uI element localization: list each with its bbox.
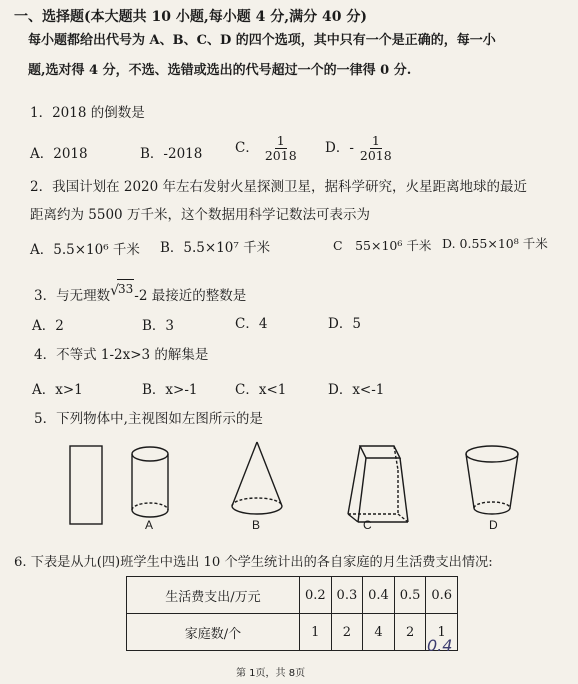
figure-label-b: B: [252, 518, 261, 532]
square-root: √33: [110, 286, 134, 305]
cone-figure: [232, 442, 282, 514]
q1-option-b: B．-2018: [140, 146, 203, 162]
instructions-line-2: 题,选对得 4 分，不选、选错或选出的代号超过一个的一律得 0 分.: [28, 63, 412, 78]
figure-label-a: A: [145, 518, 154, 532]
q1-c-numerator: 1: [276, 133, 285, 148]
q4-option-d: D．x<-1: [328, 382, 385, 398]
q1-option-a: A．2018: [30, 146, 88, 162]
q2-option-a: A．5.5×10⁶ 千米: [30, 242, 140, 258]
instructions-line-1: 每小题都给出代号为 A、B、C、D 的四个选项，其中只有一个是正确的，每一小: [28, 33, 496, 48]
figure-label-c: C: [363, 518, 372, 532]
table-row: [127, 614, 458, 651]
table-cell: 0.5: [394, 577, 426, 614]
q6-data-table: [126, 576, 458, 651]
q1-d-denominator: 2018: [359, 148, 392, 163]
table-cell: 1: [300, 614, 332, 651]
table-cell: 1: [426, 614, 458, 651]
q1-option-d: D．- $\frac{1}{2018}$: [325, 133, 392, 163]
q5-stem: 5．下列物体中,主视图如左图所示的是: [34, 411, 263, 427]
q3-option-d: D．5: [328, 316, 361, 332]
table-header-families: 家庭数/个: [127, 614, 300, 651]
q4-option-b: B．x>-1: [142, 382, 198, 398]
table-row: [127, 577, 458, 614]
table-header-spending: 生活费支出/万元: [127, 577, 300, 614]
front-view-rectangle: [70, 446, 102, 524]
q1-stem: 1．2018 的倒数是: [30, 105, 145, 121]
q2-stem-line-2: 距离约为 5500 万千米，这个数据用科学记数法可表示为: [30, 207, 370, 223]
q3-option-a: A．2: [32, 318, 64, 334]
q4-option-c: C．x<1: [235, 382, 287, 398]
table-cell: 0.6: [426, 577, 458, 614]
q4-stem: 4．不等式 1-2x>3 的解集是: [34, 347, 209, 363]
q2-option-c: C 55×10⁶ 千米: [333, 238, 432, 253]
table-cell: 4: [363, 614, 395, 651]
q1-d-numerator: 1: [371, 133, 380, 148]
q2-option-d: D. 0.55×10⁸ 千米: [442, 236, 548, 251]
page-footer: 第 1页，共 8页: [236, 668, 306, 679]
q6-stem: 6. 下表是从九(四)班学生中选出 10 个学生统计出的各自家庭的月生活费支出情况:: [14, 555, 493, 570]
table-cell: 2: [394, 614, 426, 651]
q3-radicand: 33: [117, 279, 134, 298]
q5-figures: [60, 436, 560, 536]
handwritten-note: 0.4: [427, 636, 453, 655]
table-cell: 0.3: [331, 577, 363, 614]
cylinder-figure: [132, 447, 168, 517]
q4-option-a: A．x>1: [32, 382, 83, 398]
truncated-cone-figure: [466, 446, 518, 514]
q3-option-c: C．4: [235, 316, 268, 332]
figure-label-d: D: [489, 518, 498, 532]
q2-option-b: B．5.5×10⁷ 千米: [160, 240, 271, 256]
table-cell: 2: [331, 614, 363, 651]
q1-c-denominator: 2018: [264, 148, 297, 163]
table-cell: 0.2: [300, 577, 332, 614]
table-cell: 0.4: [363, 577, 395, 614]
q3-stem: 3．与无理数√33-2 最接近的整数是: [34, 286, 246, 305]
q1-option-c: C． $\frac{1}{2018}$: [235, 133, 297, 163]
q3-option-b: B．3: [142, 318, 175, 334]
section-title: 一、选择题(本大题共 10 小题,每小题 4 分,满分 40 分): [14, 9, 367, 25]
q2-stem-line-1: 2．我国计划在 2020 年左右发射火星探测卫星，据科学研究，火星距离地球的最近: [30, 179, 528, 195]
frustum-figure: [348, 446, 408, 522]
